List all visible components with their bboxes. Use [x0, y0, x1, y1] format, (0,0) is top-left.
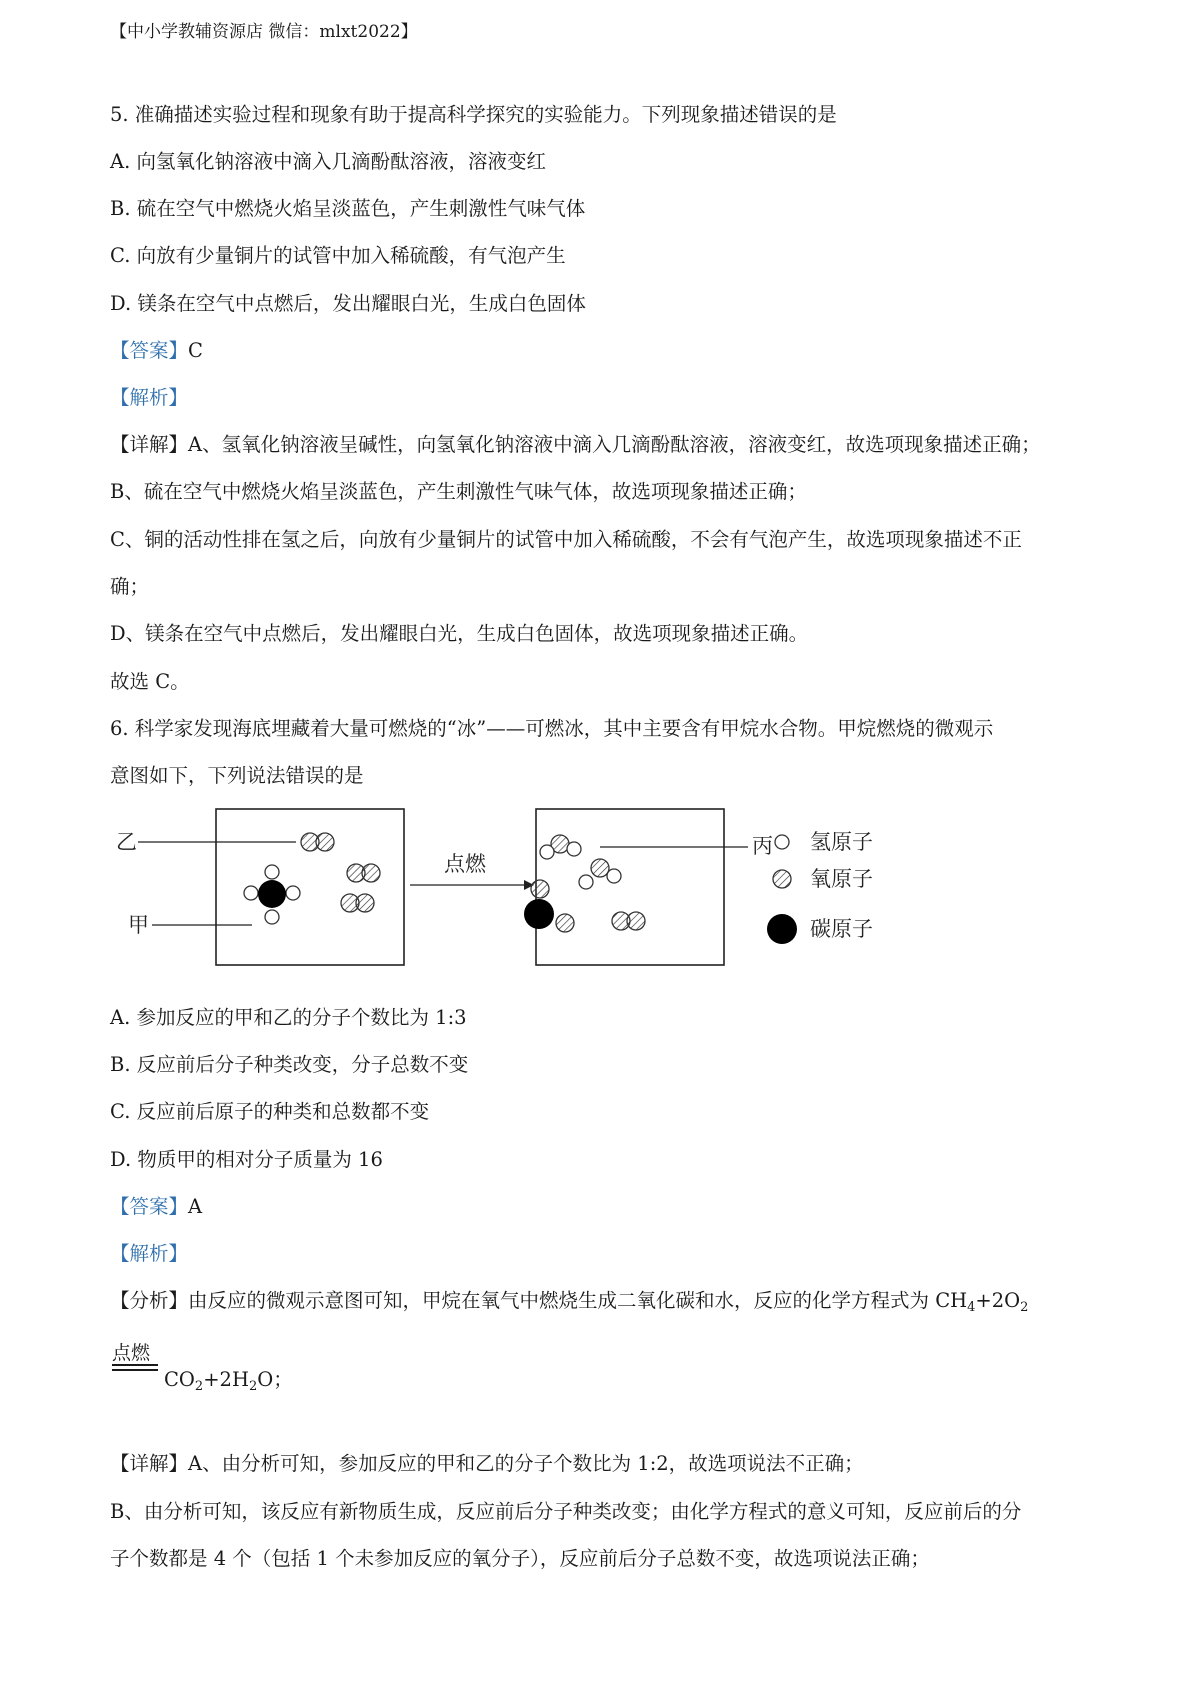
q6-analysis-tag: 【解析】	[110, 1242, 189, 1265]
arrow-label: 点燃	[444, 852, 486, 876]
q6-option-a: A. 参加反应的甲和乙的分子个数比为 1:3	[110, 1006, 467, 1029]
q6-eq-sub-2: 2	[1020, 1300, 1029, 1315]
label-jia: 甲	[128, 913, 149, 937]
q6-detail-line-1	[110, 1449, 864, 1479]
q5-answer-tag: 【答案】	[110, 339, 189, 362]
q6-stem-1: 6. 科学家发现海底埋藏着大量可燃烧的“冰”——可燃冰，其中主要含有甲烷水合物。甲烷燃烧的微观示	[110, 717, 994, 740]
q6-fenxi	[110, 1286, 1028, 1323]
q5-detail-tag: 【详解】	[110, 433, 189, 456]
q5-answer-value: C	[188, 339, 203, 362]
q6-option-c: C. 反应前后原子的种类和总数都不变	[110, 1100, 430, 1123]
q5-detail-line-2: B、硫在空气中燃烧火焰呈淡蓝色，产生刺激性气味气体，故选项现象描述正确；	[110, 480, 807, 503]
eq-h-sub: 2	[248, 1379, 258, 1394]
q6-fenxi-tag: 【分析】	[110, 1289, 189, 1312]
label-yi: 乙	[116, 830, 137, 854]
q6-fenxi-text: 由反应的微观示意图可知，甲烷在氧气中燃烧生成二氧化碳和水，反应的化学方程式为 CH	[188, 1289, 968, 1312]
equation-condition: 点燃	[112, 1342, 151, 1364]
q5-detail-line-1	[110, 430, 1041, 460]
q5-answer	[110, 336, 203, 366]
q6-detail-line-3: 子个数都是 4 个（包括 1 个未参加反应的氧分子），反应前后分子总数不变，故选项说法正确；	[110, 1547, 930, 1570]
equation-products	[164, 1364, 293, 1394]
legend-hydrogen: 氢原子	[810, 830, 873, 854]
eq-co: CO	[164, 1368, 195, 1391]
products-box	[536, 809, 724, 965]
q5-detail-text-1: A、氢氧化钠溶液呈碱性，向氢氧化钠溶液中滴入几滴酚酞溶液，溶液变红，故选项现象描述正确；	[188, 433, 1041, 456]
q5-stem: 5. 准确描述实验过程和现象有助于提高科学探究的实验能力。下列现象描述错误的是	[110, 103, 837, 126]
q6-stem-2: 意图如下，下列说法错误的是	[110, 764, 364, 787]
equation-bar-bottom	[112, 1369, 158, 1371]
q5-option-c: C. 向放有少量铜片的试管中加入稀硫酸，有气泡产生	[110, 244, 566, 267]
q5-detail-line-3: C、铜的活动性排在氢之后，向放有少量铜片的试管中加入稀硫酸，不会有气泡产生，故选项现象描述不正	[110, 528, 1022, 551]
q6-answer	[110, 1192, 202, 1222]
reaction-micro-diagram	[110, 805, 950, 980]
eq-h: +2H	[203, 1368, 249, 1391]
eq-end: O；	[257, 1368, 293, 1391]
q5-option-b: B. 硫在空气中燃烧火焰呈淡蓝色，产生刺激性气味气体	[110, 197, 586, 220]
q6-detail-tag: 【详解】	[110, 1452, 189, 1475]
q5-detail-line-4: 确；	[110, 575, 150, 598]
q6-detail-text-1: A、由分析可知，参加反应的甲和乙的分子个数比为 1:2，故选项说法不正确；	[188, 1452, 864, 1475]
eq-co-sub: 2	[194, 1379, 204, 1394]
q6-eq-plus: +2O	[975, 1289, 1021, 1312]
q6-eq-sub-4: 4	[967, 1300, 976, 1315]
q5-detail-line-5: D、镁条在空气中点燃后，发出耀眼白光，生成白色固体，故选项现象描述正确。	[110, 622, 809, 645]
q6-option-d: D. 物质甲的相对分子质量为 16	[110, 1148, 383, 1171]
q5-conclusion: 故选 C。	[110, 670, 190, 693]
q6-answer-tag: 【答案】	[110, 1195, 189, 1218]
equation-bar-top	[112, 1364, 158, 1366]
q5-option-d: D. 镁条在空气中点燃后，发出耀眼白光，生成白色固体	[110, 292, 586, 315]
q6-option-b: B. 反应前后分子种类改变，分子总数不变	[110, 1053, 469, 1076]
label-bing: 丙	[752, 834, 773, 858]
q6-answer-value: A	[188, 1195, 203, 1218]
q6-detail-line-2: B、由分析可知，该反应有新物质生成，反应前后分子种类改变；由化学方程式的意义可知，反应前后的分	[110, 1500, 1022, 1523]
page-header: 【中小学教辅资源店 微信：mlxt2022】	[110, 22, 418, 42]
q5-analysis-tag: 【解析】	[110, 386, 189, 409]
legend-oxygen: 氧原子	[810, 867, 873, 891]
legend-carbon: 碳原子	[810, 917, 873, 941]
q5-option-a: A. 向氢氧化钠溶液中滴入几滴酚酞溶液，溶液变红	[110, 150, 546, 173]
